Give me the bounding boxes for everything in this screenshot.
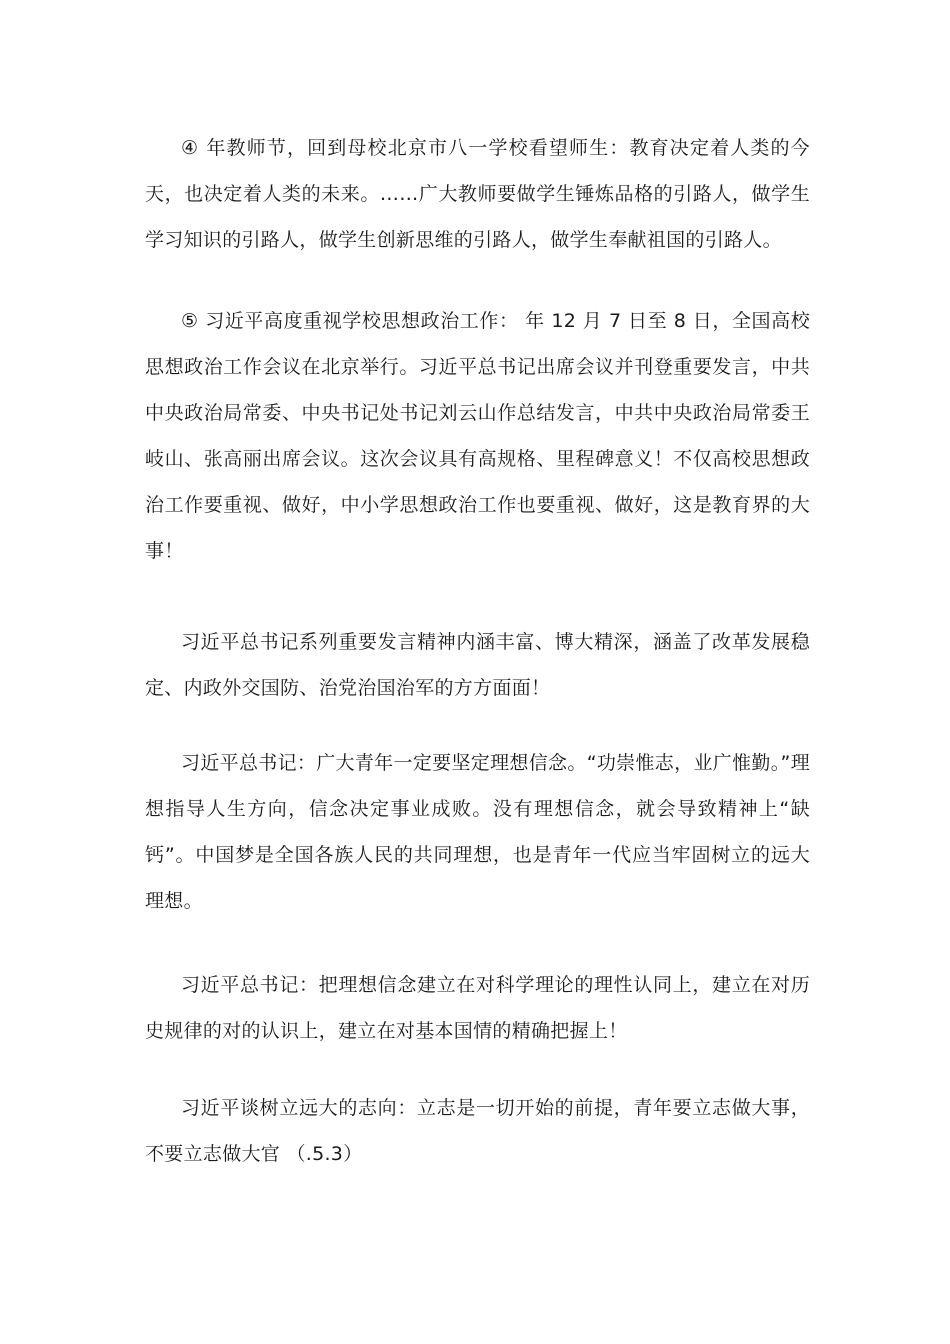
paragraph-ideals-foundation: 习近平总书记：把理想信念建立在对科学理论的理性认同上，建立在对历史规律的对的认识上，建立在对基本国情的精确把握上！ [145,974,810,1042]
paragraph-ideological-work-conference: ⑤ 习近平高度重视学校思想政治工作： 年 12 月 7 日至 8 日，全国高校思想政治工作会议在北京举行。习近平总书记出席会议并刊登重要发言，中共中央政治局常委、中央书记处书记刘云山作总结发言，中共中央政治局常委王岐山、张高丽出席会议。这次会议具有高规格、里程碑意义！不仅高校思想政治工作要重视、做好，中小学思想政治工作也要重视、做好，这是教育界的大事！ [145,310,810,562]
paragraph-ambition: 习近平谈树立远大的志向：立志是一切开始的前提，青年要立志做大事，不要立志做大官 （.5.3） [145,1097,810,1165]
paragraph-youth-ideals: 习近平总书记：广大青年一定要坚定理想信念。“功崇惟志，业广惟勤。”理想指导人生方向，信念决定事业成败。没有理想信念，就会导致精神上“缺钙”。中国梦是全国各族人民的共同理想，也是青年一代应当牢固树立的远大理想。 [145,752,810,912]
paragraph-teachers-day: ④ 年教师节，回到母校北京市八一学校看望师生：教育决定着人类的今天，也决定着人类的未来。……广大教师要做学生锤炼品格的引路人，做学生学习知识的引路人，做学生创新思维的引路人，做学生奉献祖国的引路人。 [145,137,810,251]
paragraph-speech-spirit: 习近平总书记系列重要发言精神内涵丰富、博大精深，涵盖了改革发展稳定、内政外交国防、治党治国治军的方方面面！ [145,631,810,699]
